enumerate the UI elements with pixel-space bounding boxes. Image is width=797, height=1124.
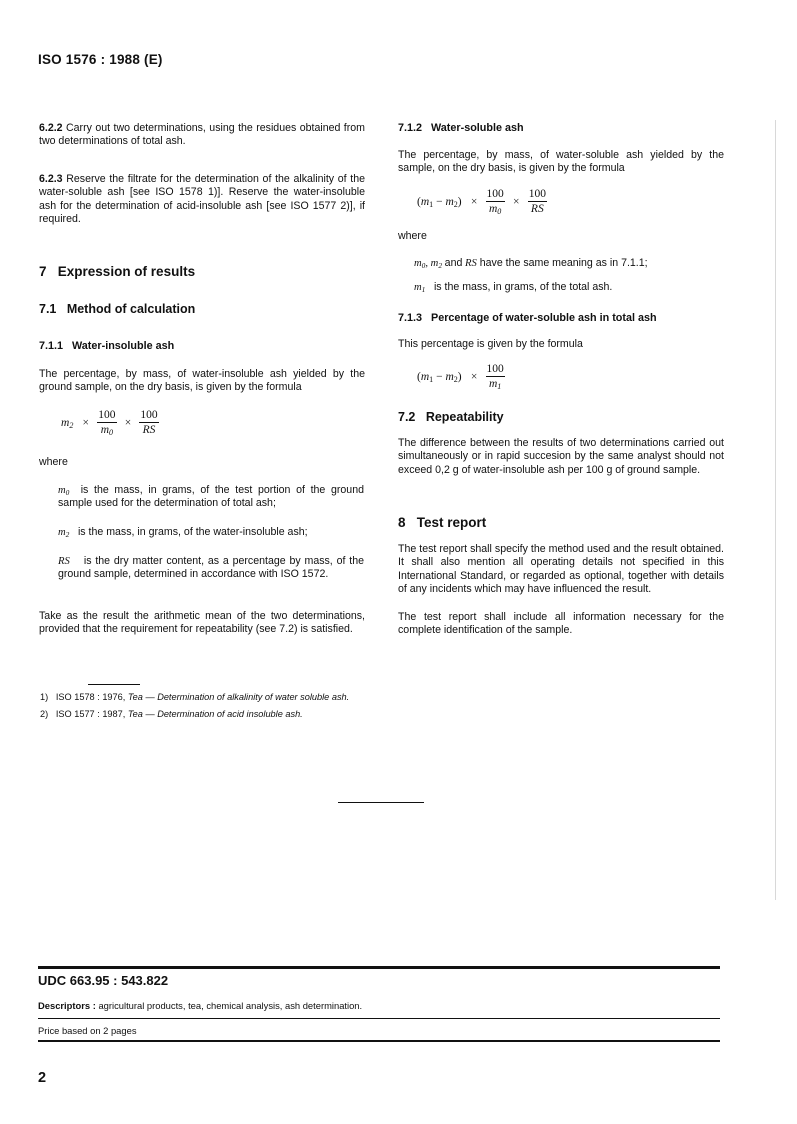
document-header: ISO 1576 : 1988 (E): [38, 52, 163, 67]
footnote-reference: ISO 1578 : 1976,: [55, 692, 126, 702]
price-note: Price based on 2 pages: [38, 1025, 137, 1036]
formula-water-soluble: [414, 187, 549, 216]
heading-number: 7.1: [39, 302, 57, 316]
footer-thin-rule: [38, 1018, 720, 1019]
end-of-text-rule: [338, 802, 424, 803]
heading-7: [39, 264, 195, 279]
udc-code: UDC 663.95 : 543.822: [38, 973, 169, 988]
definition-symbol: $m_1$: [414, 282, 426, 294]
footnote-dash: —: [145, 709, 155, 719]
heading-7-1-3: [398, 312, 657, 324]
numerator: 100: [140, 409, 158, 421]
numerator: 100: [98, 409, 116, 421]
formula-soluble-in-total: [414, 362, 507, 391]
heading-title: Expression of results: [57, 264, 196, 279]
fraction-100-over-m1: [486, 362, 505, 391]
heading-title: Water-insoluble ash: [72, 340, 175, 352]
definition-symbol: RS: [58, 556, 70, 567]
left-column: [39, 122, 365, 226]
fraction-100-over-m0: [97, 408, 116, 437]
footnote-mark: 2): [40, 709, 49, 719]
heading-title: Percentage of water-soluble ash in total ash: [431, 312, 657, 324]
footnote-1: [40, 692, 349, 702]
definition-symbol: $m_0$: [58, 485, 70, 497]
fraction-100-over-m0: [486, 187, 505, 216]
footnote-dash: —: [145, 692, 155, 702]
footer-bottom-rule: [38, 1040, 720, 1042]
formula-difference: $(m_1 - m_2)$: [417, 195, 462, 209]
footnote-title: Determination of acid insoluble ash.: [157, 709, 303, 719]
heading-7-1-2: [398, 122, 524, 134]
paragraph-text: The test report shall include all information necessary for the complete identification of the sample.: [398, 610, 724, 637]
paragraph-text: The test report shall specify the method used and the result obtained. It shall also mention all operating details not specified in this International Standard, or regarded as optional, together with details of any incidents which may have influenced the result.: [398, 543, 724, 596]
footnote-reference: ISO 1577 : 1987,: [55, 709, 126, 719]
definition-m1: [414, 281, 724, 294]
heading-number: 7.1.2: [398, 122, 423, 134]
footnote-2: [40, 709, 303, 719]
clause-text: Carry out two determinations, using the residues obtained from two determinations of total ash.: [39, 122, 365, 148]
formula-times: ×: [124, 416, 132, 429]
definition-rs: [58, 555, 364, 582]
paragraph-7-1-1: [39, 368, 365, 395]
footnote-separator: [88, 684, 140, 685]
paragraph-text: This percentage is given by the formula: [398, 338, 583, 350]
definition-text: have the same meaning as in 7.1.1;: [479, 257, 648, 269]
closing-paragraph: [39, 610, 365, 637]
paragraph-text: Take as the result the arithmetic mean of the two determinations, provided that the requirement for repeatability (see 7.2) is satisfied.: [39, 610, 365, 636]
paragraph-7-2: [398, 437, 724, 477]
footnote-title: Determination of alkalinity of water soluble ash.: [157, 692, 350, 702]
descriptors-text: agricultural products, tea, chemical analysis, ash determination.: [98, 1000, 363, 1011]
formula-times: ×: [470, 195, 478, 208]
denominator: RS: [142, 424, 156, 436]
scan-artifact-line: [775, 120, 776, 900]
footer-top-rule: [38, 966, 720, 969]
footnote-tea: Tea: [127, 692, 143, 702]
where-label: where: [398, 230, 427, 242]
footnote-mark: 1): [40, 692, 49, 702]
heading-title: Repeatability: [425, 410, 504, 424]
clause-number: 6.2.2: [39, 122, 63, 134]
definition-text: is the mass, in grams, of the total ash.: [433, 281, 613, 293]
heading-number: 8: [398, 515, 406, 530]
clause-number: 6.2.3: [39, 172, 63, 185]
descriptors-label: Descriptors :: [38, 1000, 96, 1011]
formula-times: ×: [512, 195, 520, 208]
paragraph-text: The percentage, by mass, of water-insoluble ash yielded by the ground sample, on the dry basis, is given by the formula: [39, 368, 365, 394]
formula-difference: $(m_1 - m_2)$: [417, 370, 462, 384]
heading-number: 7.1.1: [39, 340, 64, 352]
heading-number: 7.2: [398, 410, 416, 424]
numerator: 100: [528, 188, 546, 200]
definition-m0: [58, 484, 364, 511]
clause-text: Reserve the filtrate for the determination of the alkalinity of the water-soluble ash [see ISO 1578 1)]. Reserve the water-insoluble ash for the determination of acid-insoluble ash [see ISO 1577 2)], if required.: [39, 172, 365, 226]
denominator: $m_1$: [488, 378, 502, 391]
descriptors: [38, 1000, 362, 1011]
heading-7-1: [39, 302, 195, 316]
clause-6-2-2: [39, 122, 365, 149]
where-label: where: [39, 456, 68, 468]
paragraph-8: [398, 543, 724, 637]
footnote-tea: Tea: [127, 709, 143, 719]
definition-text: is the mass, in grams, of the water-insoluble ash;: [77, 526, 308, 538]
heading-7-2: [398, 410, 504, 424]
formula-times: ×: [470, 370, 478, 383]
fraction-100-over-rs: [528, 187, 547, 216]
definition-symbols: $m_0$, $m_2$ and RS: [414, 257, 477, 270]
paragraph-7-1-3: [398, 338, 724, 351]
paragraph-text: The percentage, by mass, of water-soluble ash yielded by the sample, on the dry basis, is given by the formula: [398, 149, 724, 175]
denominator: $m_0$: [488, 203, 502, 216]
definition-m2: [58, 526, 364, 539]
heading-title: Water-soluble ash: [431, 122, 524, 134]
formula-m2: $m_2$: [61, 416, 74, 430]
heading-number: 7.1.3: [398, 312, 423, 324]
heading-title: Test report: [416, 515, 487, 530]
paragraph-text: The difference between the results of two determinations carried out simultaneously or in rapid succesion by the same analyst should not exceed 0,2 g of water-insoluble ash per 100 g of ground sample.: [398, 437, 724, 476]
heading-7-1-1: [39, 340, 174, 352]
definition-m0-m2-rs: [414, 257, 724, 270]
definition-symbol: $m_2$: [58, 527, 70, 539]
paragraph-7-1-2: [398, 149, 724, 176]
definition-text: is the dry matter content, as a percentage by mass, of the ground sample, determined in accordance with ISO 1572.: [58, 555, 364, 581]
page-number: 2: [38, 1070, 47, 1086]
denominator: RS: [530, 203, 544, 215]
heading-number: 7: [39, 264, 47, 279]
heading-title: Method of calculation: [66, 302, 196, 316]
formula-times: ×: [82, 416, 90, 429]
clause-6-2-3: [39, 173, 365, 227]
fraction-100-over-rs: [139, 408, 158, 437]
formula-water-insoluble: [58, 408, 161, 437]
denominator: $m_0$: [100, 424, 114, 437]
numerator: 100: [486, 363, 504, 375]
heading-8: [398, 515, 486, 530]
definition-text: is the mass, in grams, of the test portion of the ground sample used for the determination of total ash;: [58, 484, 364, 510]
numerator: 100: [486, 188, 504, 200]
